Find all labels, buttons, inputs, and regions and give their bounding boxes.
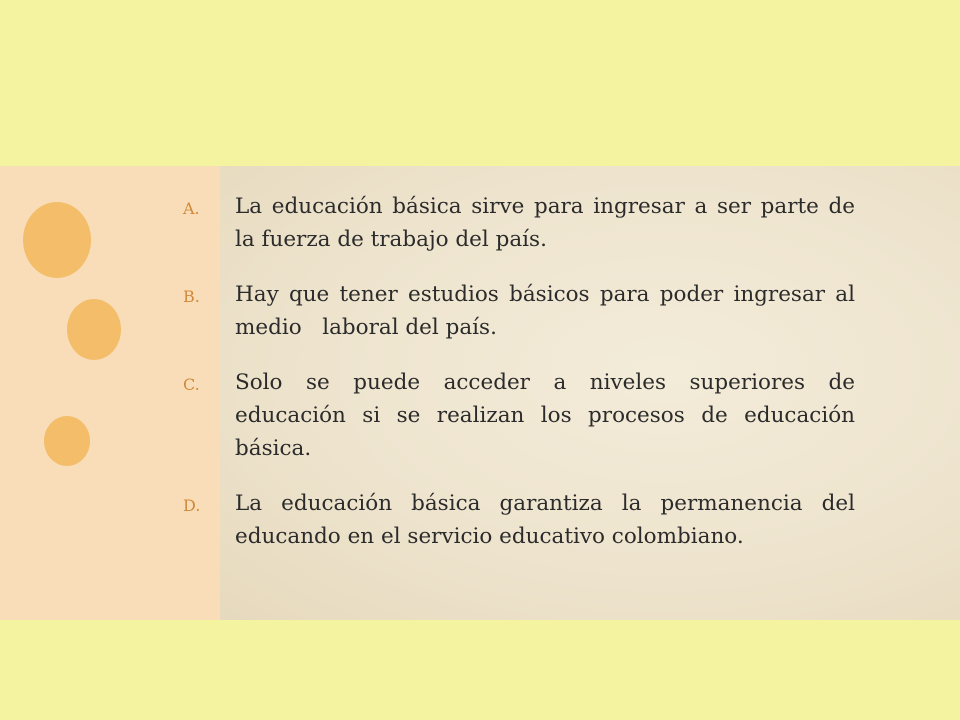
option-b (183, 278, 862, 344)
decor-circle-large (23, 202, 91, 278)
option-letter: A. (183, 199, 200, 218)
option-letter: B. (183, 287, 200, 306)
option-text: La educación básica sirve para ingresar a ser parte de la fuerza de trabajo del país. (235, 194, 855, 252)
option-text: Solo se puede acceder a niveles superiores de educación si se realizan los procesos de educación básica. (235, 370, 855, 461)
option-a (183, 190, 855, 256)
option-letter: D. (183, 496, 201, 515)
option-text: La educación básica garantiza la permanencia del educando en el servicio educativo colombiano. (235, 491, 855, 549)
option-letter: C. (183, 375, 200, 394)
decor-circle-medium (67, 299, 121, 360)
option-d (183, 487, 855, 553)
option-text: Hay que tener estudios básicos para poder ingresar al medio laboral del país. (235, 282, 862, 340)
answer-options-list (183, 190, 862, 575)
option-c (183, 366, 855, 465)
decor-circle-small (44, 416, 90, 466)
